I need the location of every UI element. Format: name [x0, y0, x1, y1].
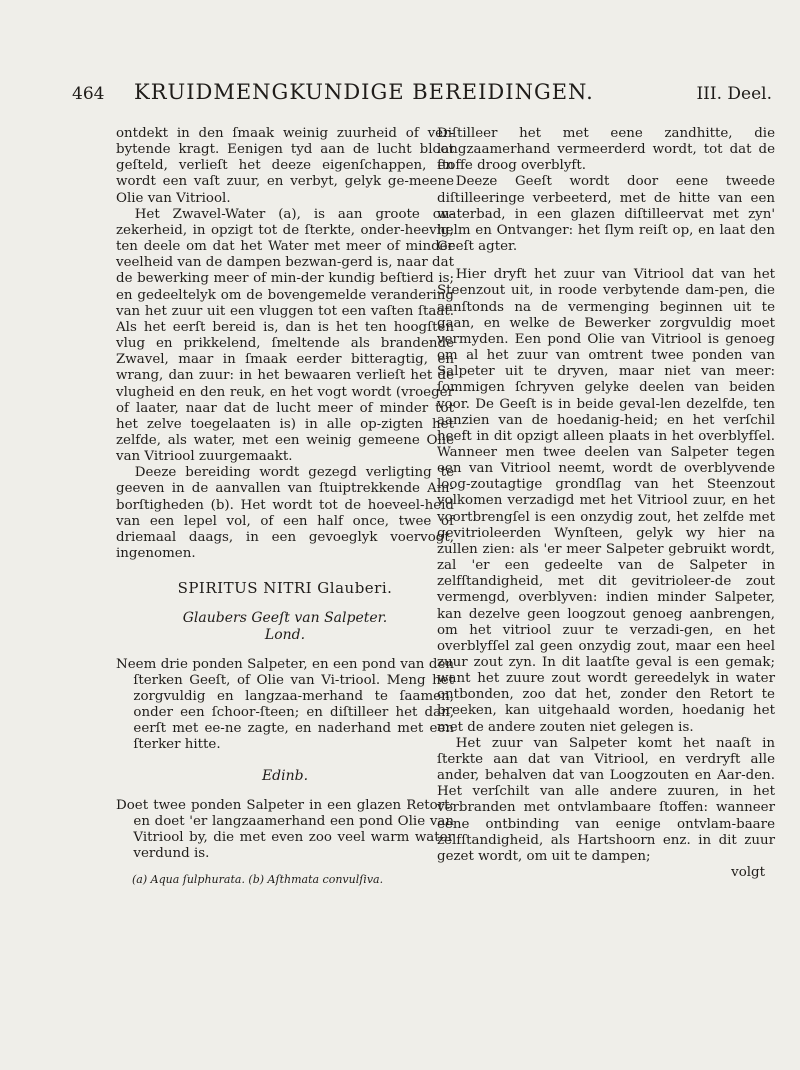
paragraph: Het zuur van Salpeter komt het naaſt in ſterkte aan dat van Vitriool, en verdryft alle ander, behalven dat van Loogzouten en Aar-den. Het verſchilt van alle andere zuuren, in het verbranden met ontvlambaare ſtoffen: wanneer eene ontbinding van eenige ontvlam-baare zelfſtandigheid, als Hartshoorn enz. in dit zuur gezet wordt, om uit te dampen;	[437, 735, 775, 864]
recipe-paragraph: Doet twee ponden Salpeter in een glazen Retort; en doet 'er langzaamerhand een pond Olie van Vitriool by, die met even zoo veel warm water verdund is.	[116, 797, 454, 862]
paragraph: Diſtilleer het met eene zandhitte, die langzaamerhand vermeerderd wordt, tot dat de ſtoffe droog overblyft.	[437, 126, 775, 174]
right-column	[437, 126, 775, 881]
catchword: volgt	[731, 865, 765, 881]
source-label: Edinb.	[261, 767, 309, 784]
page-header	[72, 80, 772, 112]
running-title: KRUIDMENGKUNDIGE BEREIDINGEN.	[134, 80, 594, 104]
left-column	[116, 126, 454, 889]
paragraph: Het Zwavel-Water (a), is aan groote on-zekerheid, in opzigt tot de ſterkte, onder-heevig; ten deele om dat het Water met meer of minder veelheid van de dampen bezwan-gerd is, naar dat de bewerking meer of min-der kundig beſtierd is; en gedeeltelyk om de bovengemelde verandering van het zuur uit een vluggen tot een vaſten ſtaat. Als het eerſt bereid is, dan is het ten hoogſten vlug en prikkelend, ſmeltende als brandende Zwavel, maar in ſmaak eerder bitteragtig, en wrang, dan zuur: in het bewaaren verlieſt het de vlugheid en den reuk, en het vogt wordt (vroeger of laater, naar dat de lucht meer of minder tot het zelve toegelaaten is) in alle op-zigten het zelfde, als water, met een weinig gemeene Olie van Vitriool zuurgemaakt.	[116, 206, 454, 465]
paragraph: Deeze bereiding wordt gezegd verligting te geeven in de aanvallen van ſtuiptrekkende Am-borſtigheden (b). Het wordt tot de hoeveel-heid van een lepel vol, of een half once, twee of driemaal daags, in een gevoeglyk voervogt, ingenomen.	[116, 465, 454, 562]
paragraph: ontdekt in den ſmaak weinig zuurheid of ver-bytende kragt. Eenigen tyd aan de lucht bloot geſteld, verlieſt het deeze eigenſchappen, en wordt een vaſt zuur, en verbyt, gelyk ge-meene Olie van Vitriool.	[116, 126, 454, 206]
section-heading: SPIRITUS NITRI Glauberi.	[177, 579, 393, 598]
source-label: Lond.	[264, 626, 306, 643]
page-number: 464	[72, 84, 105, 104]
footnote: (a) Aqua ſulphurata. (b) Aſthmata convulſiva.	[132, 873, 384, 887]
paragraph: Hier dryft het zuur van Vitriool dat van het Steenzout uit, in roode verbytende dam-pen, die aanſtonds na de vermenging beginnen uit te gaan, en welke de Bewerker zorgvuldig moet vermyden. Een pond Olie van Vitriool is genoeg om al het zuur van omtrent twee ponden van Salpeter uit te dryven, maar niet van meer: ſommigen ſchryven gelyke deelen van beiden voor. De Geeſt is in beide geval-len dezelfde, ten aanzien van de hoedanig-heid; en het verſchil heeft in dit opzigt alleen plaats in het overblyfſel. Wanneer men twee deelen van Salpeter tegen een van Vitriool neemt, wordt de overblyvende loog-zoutagtige grondſlag van het Steenzout volkomen verzadigd met het Vitriool zuur, en het voortbrengſel is een onzydig zout, het zelfde met gevitrioleerden Wynſteen, gelyk wy hier na zullen zien: als 'er meer Salpeter gebruikt wordt, zal 'er een gedeelte van de Salpeter in zelfſtandigheid, met dit gevitrioleer-de zout vermengd, overblyven: indien minder Salpeter, kan dezelve geen loogzout genoeg aanbrengen, om het vitriool zuur te verzadi-gen, en het overblyfſel zal geen onzydig zout, maar een heel zuur zout zyn. In dit laatſte geval is een gemak; want het zuure zout wordt gereedelyk in water ontbonden, zoo dat het, zonder den Retort te breeken, kan uitgehaald worden, hoedanig het met de andere zouten niet gelegen is.	[437, 267, 775, 735]
section-subheading: Glaubers Geeſt van Salpeter.	[182, 610, 388, 627]
recipe-paragraph: Neem drie ponden Salpeter, en een pond van den ſterken Geeſt, of Olie van Vi-triool. Meng het zorgvuldig en langzaa-merhand te ſaamen, onder een ſchoor-ſteen; en diſtilleer het dan, eerſt met ee-ne zagte, en naderhand met een ſterker hitte.	[116, 656, 454, 753]
paragraph: Deeze Geeſt wordt door eene tweede diſtilleeringe verbeeterd, met de hitte van een waterbad, in een glazen diſtilleervat met zyn' helm en Ontvanger: het ſlym reiſt op, en laat den Geeſt agter.	[437, 174, 775, 255]
part-label: III. Deel.	[696, 84, 772, 104]
